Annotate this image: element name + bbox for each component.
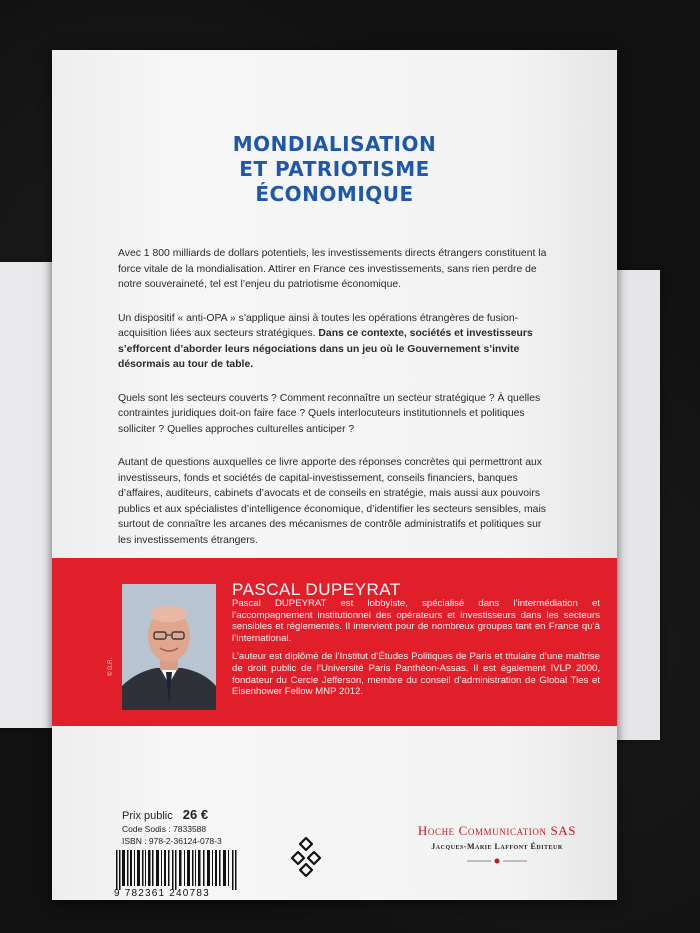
price-block (122, 807, 222, 846)
blurb (118, 246, 556, 566)
author-bio (232, 598, 600, 705)
publisher-logo-icon (288, 834, 324, 878)
blurb-paragraph-2-regular: Un dispositif « anti-OPA » s’applique ainsi à toutes les opérations étrangères de fusion-acquisition liées aux secteurs stratégiques. (118, 312, 519, 339)
author-photo (122, 584, 216, 710)
photo-credit: © D.R. (108, 657, 114, 676)
author-bio-paragraph-1: Pascal DUPEYRAT est lobbyiste, spécialisé dans l’intermédiation et l’accompagnement institutionnel des opérateurs et investisseurs dans les secteurs sensibles et réglementés. Il intervient pour de nombreux groupes tant en France qu’à l’international. (232, 598, 600, 644)
blurb-paragraph-3: Quels sont les secteurs couverts ? Comment reconnaître un secteur stratégique ? À quelles contraintes juridiques doit-on faire face ? Quels interlocuteurs institutionnels et politiques solliciter ? Quelles approches culturelles anticiper ? (118, 392, 541, 435)
publisher-imprint: Jacques-Marie Laffont Éditeur (431, 842, 563, 851)
title-line: ÉCONOMIQUE (255, 182, 414, 206)
author-name: PASCAL DUPEYRAT (232, 580, 401, 599)
book-title (52, 132, 617, 207)
price-value: 26 € (182, 807, 209, 822)
barcode (116, 850, 238, 890)
author-band (52, 558, 617, 726)
isbn: ISBN : 978-2-36124-078-3 (122, 836, 222, 846)
publisher-block (382, 823, 612, 869)
blurb-paragraph-4: Autant de questions auxquelles ce livre apporte des réponses concrètes qui permettront aux investisseurs, fonds et sociétés de capital-investissement, conseils financiers, banques d’affaires, auditeurs, cabinets d’avocats et de conseils en stratégie, mais aussi aux pouvoirs publics et aux spécialistes d’intelligence économique, d’identifier les secteurs sensibles, mais surtout de connaître les arcanes des mécanismes de contrôle administratifs et politiques sur les investissements étrangers. (118, 457, 546, 546)
publisher-name: Hoche Communication SAS (417, 823, 577, 838)
price-label: Prix public (122, 810, 173, 822)
blurb-paragraph-2-bold: Dans ce contexte, sociétés et investisseurs s’efforcent d’aborder leurs négociations dans un jeu où le Gouvernement s’invite désormais au tour de table. (118, 328, 533, 370)
blurb-paragraph-2 (118, 311, 556, 373)
title-line: ET PATRIOTISME (239, 157, 430, 181)
author-bio-paragraph-2: L’auteur est diplômé de l’Institut d’Études Politiques de Paris et titulaire d’une maîtrise de droit public de l’Université Paris Panthéon-Assas. Il est également IVLP 2000, fondateur du Cercle Jefferson, membre du conseil d’administration de Global Ties et Eisenhower Fellow MNP 2012. (232, 651, 600, 698)
paper-sheet-left (0, 262, 56, 728)
price-line (122, 807, 222, 822)
paper-sheet-right (612, 270, 660, 740)
code-sodis: Code Sodis : 7833588 (122, 824, 207, 834)
blurb-paragraph-1: Avec 1 800 milliards de dollars potentiels, les investissements directs étrangers constituent la force vitale de la mondialisation. Attirer en France ces investissements, sans rien perdre de notre souveraineté, tel est l’enjeu du patriotisme économique. (118, 248, 547, 290)
title-line: MONDIALISATION (232, 132, 437, 156)
barcode-digits: 9 782361 240783 (114, 888, 210, 899)
book-back-cover (52, 50, 617, 900)
imprint-mark-icon (467, 858, 527, 864)
